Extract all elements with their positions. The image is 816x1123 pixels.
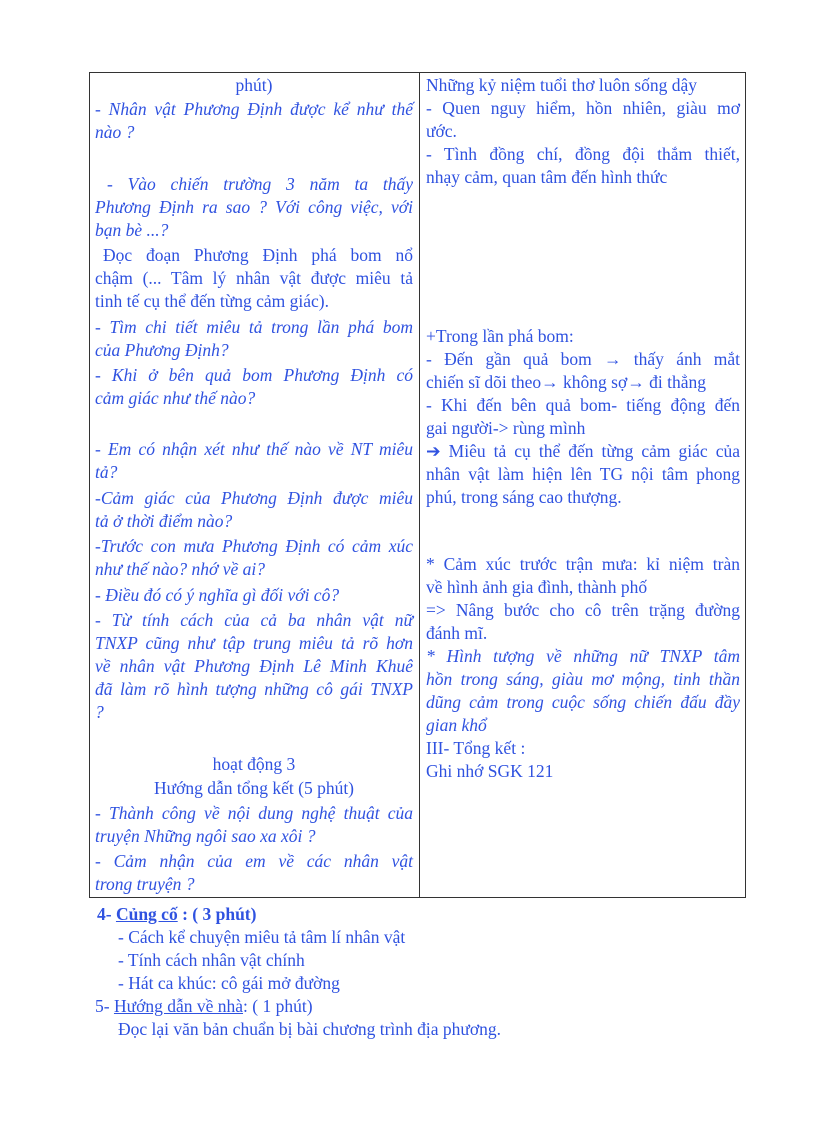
answer-line: => Nâng bước cho cô trên trặng đường	[426, 600, 740, 620]
summary-heading: III- Tổng kết :	[426, 738, 526, 758]
reading-line: chậm (... Tâm lý nhân vật được miêu tả	[95, 268, 413, 288]
answer-line: nhân vật làm hiện lên TG nội tâm phong	[426, 464, 740, 484]
question-line: - Em có nhận xét như thế nào về NT miêu	[95, 439, 413, 459]
list-item: - Hát ca khúc: cô gái mở đường	[118, 973, 340, 993]
activity-heading: hoạt động 3	[212, 754, 296, 774]
answer-line: đánh mĩ.	[426, 623, 488, 643]
activity-title: Hướng dẫn tổng kết (5 phút)	[153, 778, 355, 798]
reading-line: Đọc đoạn Phương Định phá bom nổ	[103, 245, 413, 265]
question-line: - Từ tính cách của cả ba nhân vật nữ	[95, 610, 413, 630]
section-title: Hướng dẫn về nhà	[113, 996, 244, 1016]
answer-line: hồn trong sáng, giàu mơ mộng, tinh thần	[426, 669, 740, 689]
answer-line: gai người-> rùng mình	[426, 418, 586, 438]
answer-line: dũng cảm trong cuộc sống chiến đấu đầy	[426, 692, 740, 712]
answer-line: ước.	[426, 121, 457, 141]
question-line: - Nhân vật Phương Định được kể như thế	[95, 99, 413, 119]
question-line: tả?	[95, 462, 118, 482]
answer-line: về hình ảnh gia đình, thành phố	[426, 577, 648, 597]
question-line: - Tìm chi tiết miêu tả trong lần phá bom	[95, 317, 413, 337]
question-line: bạn bè ...?	[95, 220, 169, 240]
section-duration: : ( 3 phút)	[177, 904, 257, 924]
section-4-heading	[97, 903, 256, 925]
question-line: ?	[95, 702, 104, 722]
answer-line: Ghi nhớ SGK 121	[426, 761, 554, 781]
question-line: - Thành công về nội dung nghệ thuật của	[95, 803, 413, 823]
question-line: như thế nào? nhớ về ai?	[95, 559, 266, 579]
answer-line: gian khổ	[426, 715, 487, 735]
answer-line: * Cảm xúc trước trận mưa: kỉ niệm tràn	[426, 554, 740, 574]
reading-line: tinh tế cụ thể đến từng cảm giác).	[95, 291, 329, 311]
section-number: 5-	[95, 996, 114, 1016]
answer-line: - Đến gần quả bom → thấy ánh mắt	[426, 349, 740, 369]
question-line: của Phương Định?	[95, 340, 229, 360]
answer-line: - Quen nguy hiểm, hồn nhiên, giàu mơ	[426, 98, 740, 118]
question-line: Phương Định ra sao ? Với công việc, với	[95, 197, 413, 217]
answer-line: ➔ Miêu tả cụ thể đến từng cảm giác của	[426, 441, 740, 461]
list-item: - Cách kể chuyện miêu tả tâm lí nhân vật	[118, 927, 406, 947]
answer-line: phú, trong sáng cao thượng.	[426, 487, 622, 507]
question-line: - Cảm nhận của em về các nhân vật	[95, 851, 413, 871]
answer-line: chiến sĩ dõi theo→ không sợ→ đi thẳng	[426, 372, 706, 392]
answer-line: nhạy cảm, quan tâm đến hình thức	[426, 167, 668, 187]
list-item: - Tính cách nhân vật chính	[118, 950, 305, 970]
question-line: tả ở thời điểm nào?	[95, 511, 233, 531]
question-line: nào ?	[95, 122, 135, 142]
cell-text: phút)	[235, 75, 273, 95]
answer-line: - Khi đến bên quả bom- tiếng động đến	[426, 395, 740, 415]
question-line: đã làm rõ hình tượng những cô gái TNXP	[95, 679, 413, 699]
homework-text: Đọc lại văn bản chuẩn bị bài chương trình địa phương.	[118, 1019, 502, 1039]
question-line: -Cảm giác của Phương Định được miêu	[95, 488, 413, 508]
answer-line: Những kỷ niệm tuổi thơ luôn sống dậy	[426, 75, 698, 95]
section-duration: : ( 1 phút)	[243, 996, 313, 1016]
question-line: truyện Những ngôi sao xa xôi ?	[95, 826, 316, 846]
answer-line: +Trong lần phá bom:	[426, 326, 574, 346]
section-title: Củng cố	[115, 904, 178, 924]
question-line: TNXP cũng như tập trung miêu tả rõ hơn	[95, 633, 413, 653]
question-line: - Điều đó có ý nghĩa gì đối với cô?	[95, 585, 340, 605]
question-line: - Khi ở bên quả bom Phương Định có	[95, 365, 413, 385]
answer-line: - Tình đồng chí, đồng đội thắm thiết,	[426, 144, 740, 164]
question-line: - Vào chiến trường 3 năm ta thấy	[107, 174, 413, 194]
column-divider	[419, 72, 420, 898]
section-number: 4-	[97, 904, 116, 924]
question-line: cảm giác như thế nào?	[95, 388, 256, 408]
question-line: trong truyện ?	[95, 874, 195, 894]
answer-line: * Hình tượng về những nữ TNXP tâm	[426, 646, 740, 666]
section-5-heading	[95, 995, 313, 1017]
question-line: về nhân vật Phương Định Lê Minh Khuê	[95, 656, 413, 676]
question-line: -Trước con mưa Phương Định có cảm xúc	[95, 536, 413, 556]
